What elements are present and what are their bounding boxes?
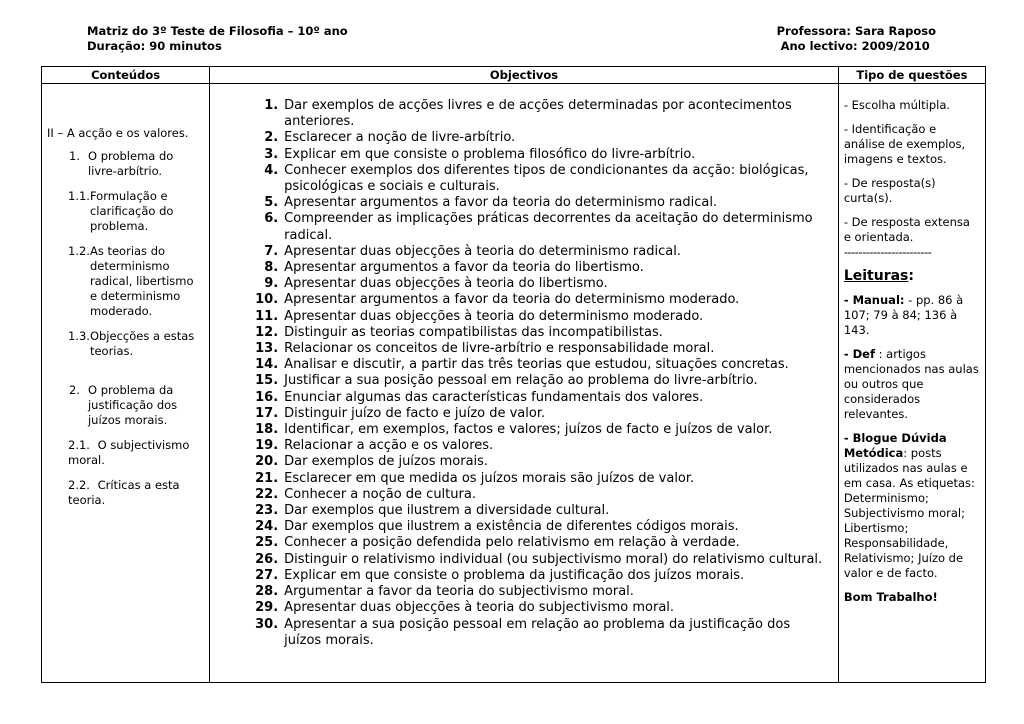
objective-item	[250, 130, 830, 146]
question-types-cell	[838, 84, 985, 683]
objective-number: 30.	[255, 616, 279, 632]
blog-label: - Blogue Dúvida Metódica	[843, 431, 947, 460]
objective-number: 27.	[255, 567, 279, 583]
objective-text: Relacionar a acção e os valores.	[284, 438, 494, 454]
contents-item	[69, 383, 203, 428]
objective-number: 25.	[255, 535, 279, 551]
contents-item-number: 2.	[69, 383, 80, 397]
contents-item-number: 2.1.	[68, 438, 90, 452]
objective-text: Identificar, em exemplos, factos e valores; juízos de facto e juízos de valor.	[284, 422, 773, 438]
objective-number: 23.	[255, 503, 279, 519]
readings-heading	[844, 269, 980, 284]
objective-text: Enunciar algumas das características fundamentais dos valores.	[284, 389, 704, 405]
contents-main-topic: II – A acção e os valores.	[47, 126, 189, 140]
contents-item-text: O problema da justificação dos juízos morais.	[87, 383, 178, 427]
contents-item-number: 1.1.	[68, 189, 90, 203]
objective-item	[250, 357, 830, 373]
objective-item	[250, 211, 830, 243]
contents-cell	[42, 84, 210, 683]
objective-item	[250, 390, 830, 406]
objective-number: 17.	[255, 405, 279, 421]
objective-item	[250, 552, 830, 568]
table-header-row	[42, 67, 986, 84]
header-question-types: Tipo de questões	[838, 67, 985, 84]
objective-text: Dar exemplos que ilustrem a diversidade cultural.	[284, 503, 610, 519]
contents-item-number: 1.2.	[68, 244, 90, 258]
objective-item	[250, 309, 830, 325]
contents-item-number: 1.3.	[68, 329, 90, 343]
objective-text: Apresentar argumentos a favor da teoria do determinismo moderado.	[284, 292, 740, 308]
objective-number: 8.	[264, 260, 279, 276]
objective-number: 24.	[255, 519, 279, 535]
question-type: - Escolha múltipla.	[843, 98, 951, 112]
objective-text: Argumentar a favor da teoria do subjectivismo moral.	[284, 584, 634, 600]
objective-item	[250, 503, 830, 519]
objective-item	[250, 617, 830, 649]
reading-def	[844, 347, 980, 422]
contents-list	[47, 149, 203, 508]
test-matrix-table	[41, 66, 986, 683]
objective-text: Apresentar a sua posição pessoal em relação ao problema da justificação dos juízos morais.	[284, 616, 791, 648]
objective-text: Distinguir juízo de facto e juízo de valor.	[284, 405, 546, 421]
contents-item-text: O problema do livre-arbítrio.	[87, 149, 174, 178]
objective-number: 22.	[255, 486, 279, 502]
reading-blog	[844, 431, 980, 581]
objective-number: 12.	[255, 324, 279, 340]
objective-text: Apresentar argumentos a favor da teoria do determinismo radical.	[284, 195, 718, 211]
objective-item	[250, 292, 830, 308]
objective-number: 6.	[264, 211, 279, 227]
contents-item-number: 1.	[69, 149, 80, 163]
contents-item-text: Objecções a estas teorias.	[89, 329, 195, 358]
objective-item	[250, 438, 830, 454]
objective-text: Compreender as implicações práticas decorrentes da aceitação do determinismo radical.	[284, 211, 813, 243]
objective-item	[250, 584, 830, 600]
objective-number: 26.	[255, 551, 279, 567]
question-type: - Identificação e análise de exemplos, imagens e textos.	[843, 122, 966, 166]
objective-item	[250, 406, 830, 422]
test-duration: Duração: 90 minutos	[87, 39, 222, 53]
contents-item	[68, 244, 203, 319]
objective-text: Apresentar duas objecções à teoria do determinismo radical.	[284, 243, 681, 259]
objective-number: 29.	[255, 600, 279, 616]
objective-number: 19.	[255, 438, 279, 454]
objective-text: Apresentar argumentos a favor da teoria do libertismo.	[284, 260, 644, 276]
objective-item	[250, 195, 830, 211]
objective-number: 2.	[264, 130, 279, 146]
blog-text: : posts utilizados nas aulas e em casa. As etiquetas: Determinismo; Subjectivismo moral; Libertismo; Responsabilidade, Relativismo; Juízo de valor e de facto.	[843, 446, 975, 580]
objective-item	[250, 244, 830, 260]
teacher-name: Professora: Sara Raposo	[776, 24, 936, 38]
objective-number: 10.	[255, 292, 279, 308]
objective-text: Apresentar duas objecções à teoria do determinismo moderado.	[284, 308, 704, 324]
objective-item	[250, 600, 830, 616]
contents-item-text: O subjectivismo moral.	[68, 438, 190, 467]
readings-title: Leituras	[843, 268, 909, 284]
table-body-row	[42, 84, 986, 683]
objective-item	[250, 147, 830, 163]
objective-item	[250, 487, 830, 503]
objective-item	[250, 341, 830, 357]
separator-line: ------------------------	[843, 245, 932, 259]
question-type: - De resposta(s) curta(s).	[843, 176, 936, 205]
objective-item	[250, 325, 830, 341]
objective-number: 4.	[264, 162, 279, 178]
contents-item-number: 2.2.	[68, 478, 90, 492]
objective-number: 1.	[264, 98, 279, 113]
objective-item	[250, 163, 830, 195]
objectives-list	[250, 98, 830, 649]
objective-text: Dar exemplos de juízos morais.	[284, 454, 489, 470]
def-text: : artigos mencionados nas aulas ou outros que considerados relevantes.	[843, 347, 979, 421]
school-year: Ano lectivo: 2009/2010	[780, 39, 930, 53]
def-label: - Def	[843, 347, 875, 361]
objective-item	[250, 535, 830, 551]
objective-text: Conhecer a posição defendida pelo relativismo em relação à verdade.	[284, 535, 740, 551]
question-type: - De resposta extensa e orientada.	[843, 215, 970, 244]
objective-text: Conhecer exemplos dos diferentes tipos de condicionantes da acção: biológicas, psicológicas e sociais e culturais.	[284, 162, 809, 195]
objective-text: Relacionar os conceitos de livre-arbítrio e responsabilidade moral.	[284, 341, 715, 357]
contents-item	[69, 149, 203, 179]
readings-colon: :	[908, 268, 914, 284]
objective-item	[250, 471, 830, 487]
objective-text: Explicar em que consiste o problema da justificação dos juízos morais.	[284, 567, 745, 583]
objective-item	[250, 276, 830, 292]
objective-number: 15.	[255, 373, 279, 389]
manual-text: - pp. 86 à 107; 79 à 84; 136 à 143.	[843, 293, 964, 337]
objectives-cell	[210, 84, 839, 683]
header-contents: Conteúdos	[42, 67, 210, 84]
objective-number: 16.	[255, 389, 279, 405]
objective-number: 18.	[255, 422, 279, 438]
document-title: Matriz do 3º Teste de Filosofia – 10º ano	[87, 24, 348, 38]
objective-text: Esclarecer em que medida os juízos morais são juízos de valor.	[284, 470, 695, 486]
header-left	[87, 24, 348, 54]
header-objectives: Objectivos	[210, 67, 839, 84]
reading-manual	[844, 293, 980, 338]
objective-number: 21.	[255, 470, 279, 486]
objective-number: 28.	[255, 584, 279, 600]
closing-message: Bom Trabalho!	[843, 590, 938, 604]
header-right	[777, 24, 936, 54]
objective-text: Dar exemplos de acções livres e de acções determinadas por acontecimentos anteriores.	[284, 98, 792, 130]
objective-item	[250, 454, 830, 470]
objective-text: Explicar em que consiste o problema filosófico do livre-arbítrio.	[284, 146, 696, 162]
objective-text: Justificar a sua posição pessoal em relação ao problema do livre-arbítrio.	[284, 373, 758, 389]
objective-number: 5.	[264, 195, 279, 211]
objective-text: Conhecer a noção de cultura.	[284, 486, 476, 502]
objective-number: 20.	[255, 454, 279, 470]
contents-item	[68, 189, 203, 234]
contents-item-text: As teorias do determinismo radical, libertismo e determinismo moderado.	[89, 244, 194, 318]
objective-number: 7.	[264, 243, 279, 259]
objective-item	[250, 422, 830, 438]
objective-number: 14.	[255, 357, 279, 373]
contents-item	[68, 438, 203, 468]
contents-item	[68, 329, 203, 359]
objective-number: 3.	[264, 146, 279, 162]
objective-number: 13.	[255, 341, 279, 357]
objective-item	[250, 98, 830, 130]
objective-item	[250, 373, 830, 389]
objective-text: Dar exemplos que ilustrem a existência de diferentes códigos morais.	[284, 519, 739, 535]
manual-label: - Manual:	[843, 293, 905, 307]
contents-item-text: Formulação e clarificação do problema.	[89, 189, 174, 233]
objective-text: Distinguir o relativismo individual (ou subjectivismo moral) do relativismo cultural.	[284, 551, 823, 567]
contents-item	[68, 478, 203, 508]
objective-number: 11.	[255, 308, 279, 324]
objective-item	[250, 519, 830, 535]
objective-text: Apresentar duas objecções à teoria do libertismo.	[284, 276, 608, 292]
objective-text: Apresentar duas objecções à teoria do subjectivismo moral.	[284, 600, 675, 616]
objective-text: Esclarecer a noção de livre-arbítrio.	[284, 130, 516, 146]
objective-text: Distinguir as teorias compatibilistas das incompatibilistas.	[284, 324, 663, 340]
objective-item	[250, 568, 830, 584]
objective-text: Analisar e discutir, a partir das três teorias que estudou, situações concretas.	[284, 357, 789, 373]
objective-item	[250, 260, 830, 276]
objective-number: 9.	[264, 276, 279, 292]
contents-item-text: Críticas a esta teoria.	[68, 478, 180, 507]
